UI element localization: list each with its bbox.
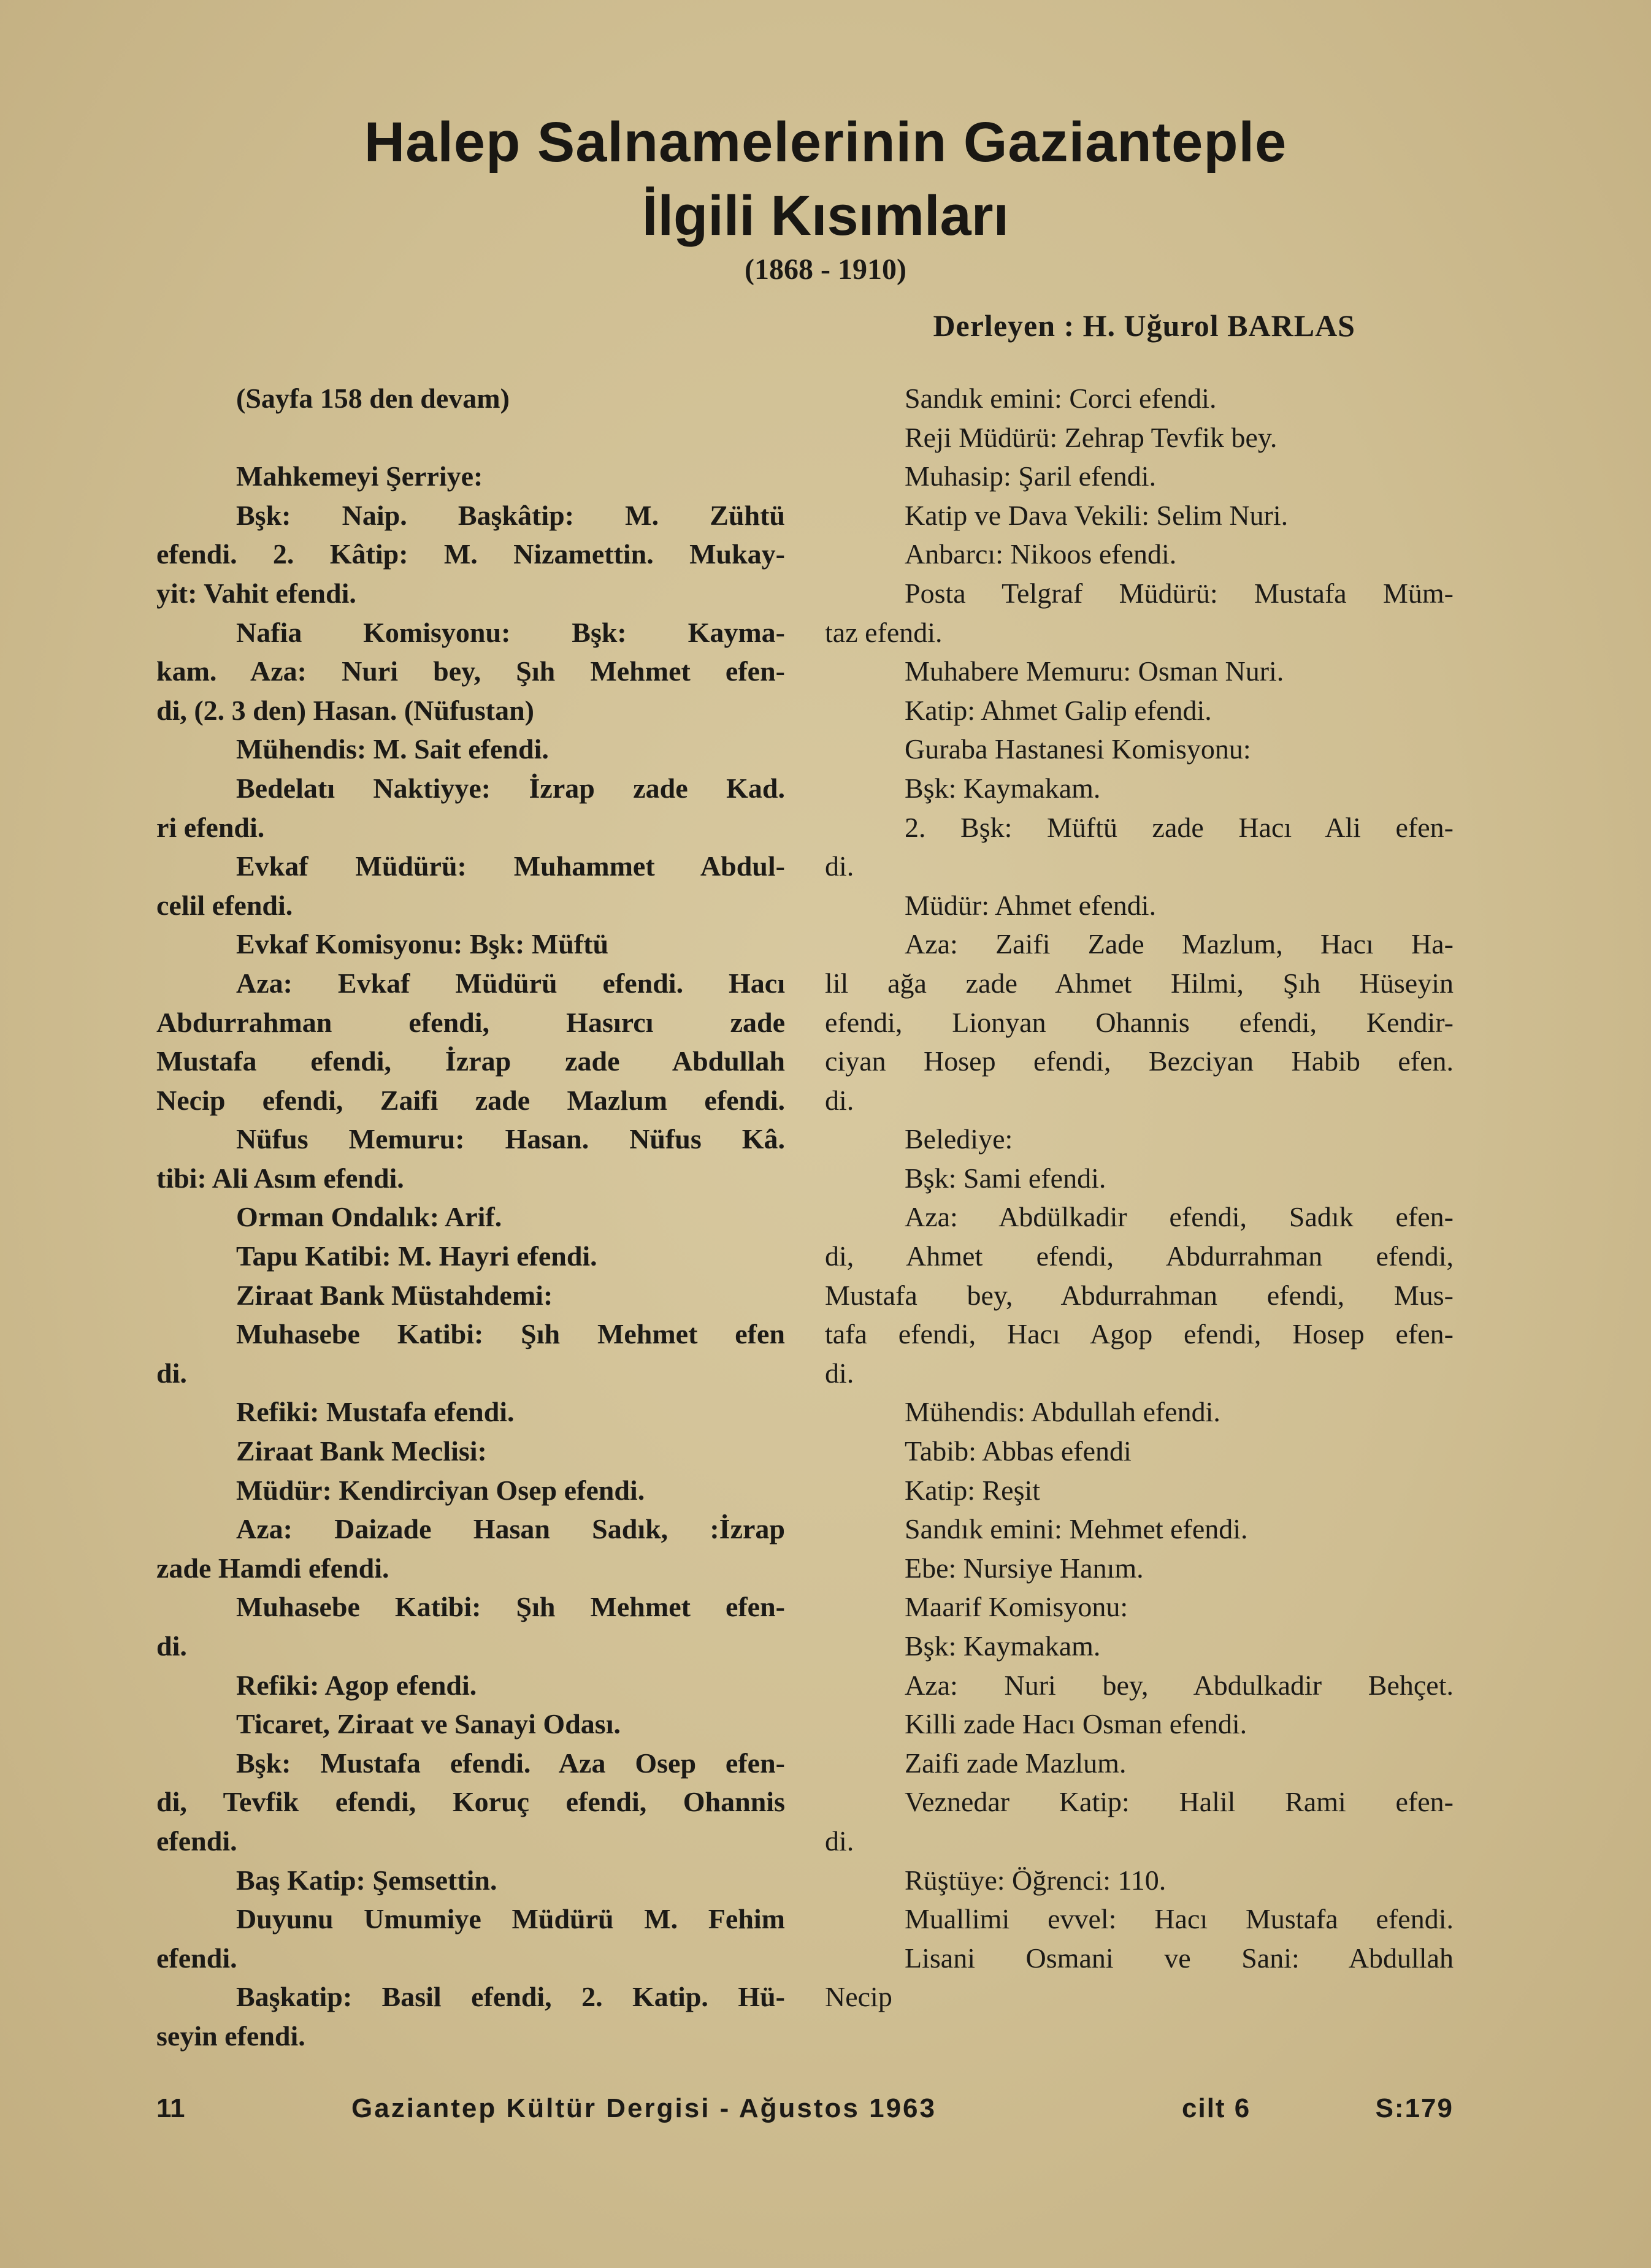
text-line: Reji Müdürü: Zehrap Tevfik bey. [905, 421, 1278, 453]
text-line: Bşk: Mustafa efendi. Aza Osep efen- [236, 1747, 785, 1779]
text-line: Guraba Hastanesi Komisyonu: [905, 733, 1251, 765]
text-line: di, (2. 3 den) Hasan. (Nüfustan) [156, 694, 534, 726]
text-line: Mahkemeyi Şerriye: [236, 460, 483, 492]
text-line: Ziraat Bank Müstahdemi: [236, 1279, 553, 1311]
text-line: efendi. [156, 1942, 237, 1974]
text-line: Tapu Katibi: M. Hayri efendi. [236, 1240, 597, 1272]
text-line: Nafia Komisyonu: Bşk: Kayma- [236, 616, 785, 648]
text-line: yit: Vahit efendi. [156, 577, 356, 609]
text-line: Maarif Komisyonu: [905, 1591, 1128, 1623]
text-line: Necip [825, 1981, 892, 2013]
text-line: Anbarcı: Nikoos efendi. [905, 538, 1177, 570]
text-line: Aza: Zaifi Zade Mazlum, Hacı Ha- [905, 928, 1454, 960]
text-line: Tabib: Abbas efendi [905, 1435, 1132, 1467]
text-line: Refiki: Agop efendi. [236, 1669, 477, 1701]
text-line: Baş Katip: Şemsettin. [236, 1864, 497, 1896]
text-line: Mustafa efendi, İzrap zade Abdullah [156, 1045, 785, 1077]
text-line: Bşk: Kaymakam. [905, 1630, 1101, 1662]
text-line: Bşk: Kaymakam. [905, 772, 1101, 804]
text-line: Nüfus Memuru: Hasan. Nüfus Kâ. [236, 1123, 785, 1155]
article-title-line-1: Halep Salnamelerinin Gazianteple [364, 111, 1287, 174]
text-line: Aza: Abdülkadir efendi, Sadık efen- [905, 1201, 1454, 1233]
text-line: (Sayfa 158 den devam) [236, 383, 510, 414]
text-line: Mühendis: Abdullah efendi. [905, 1396, 1220, 1428]
text-line: Aza: Nuri bey, Abdulkadir Behçet. [905, 1669, 1454, 1701]
text-line: Abdurrahman efendi, Hasırcı zade [156, 1006, 785, 1038]
text-line: Mustafa bey, Abdurrahman efendi, Mus- [825, 1279, 1454, 1311]
text-line: Refiki: Mustafa efendi. [236, 1396, 515, 1428]
left-text-column [156, 379, 785, 2056]
text-line: Sandık emini: Corci efendi. [905, 383, 1217, 414]
text-line: Muhasebe Katibi: Şıh Mehmet efen [236, 1318, 785, 1350]
text-line: Evkaf Komisyonu: Bşk: Müftü [236, 928, 609, 960]
text-line: zade Hamdi efendi. [156, 1552, 389, 1584]
text-line: kam. Aza: Nuri bey, Şıh Mehmet efen- [156, 655, 785, 687]
text-line: Katip: Reşit [905, 1474, 1041, 1506]
footer-page-index: 11 [156, 2093, 185, 2123]
text-line: Killi zade Hacı Osman efendi. [905, 1708, 1247, 1740]
text-line: Lisani Osmani ve Sani: Abdullah [905, 1942, 1454, 1974]
text-line: celil efendi. [156, 889, 293, 921]
text-line: di. [825, 1357, 854, 1389]
text-line: Bedelatı Naktiyye: İzrap zade Kad. [236, 772, 785, 804]
text-line: Sandık emini: Mehmet efendi. [905, 1513, 1248, 1545]
text-line: Ticaret, Ziraat ve Sanayi Odası. [236, 1708, 621, 1740]
text-line: Belediye: [905, 1123, 1013, 1155]
text-line: Katip ve Dava Vekili: Selim Nuri. [905, 499, 1289, 531]
text-line: Muhasebe Katibi: Şıh Mehmet efen- [236, 1591, 785, 1623]
compiler-credit: Derleyen : H. Uğurol BARLAS [933, 308, 1355, 343]
text-line: Posta Telgraf Müdürü: Mustafa Müm- [905, 577, 1454, 609]
footer-volume: cilt 6 [1182, 2093, 1251, 2123]
text-line: Aza: Daizade Hasan Sadık, :İzrap [236, 1513, 785, 1545]
text-line: Aza: Evkaf Müdürü efendi. Hacı [236, 967, 785, 999]
text-line: Muhasip: Şaril efendi. [905, 460, 1157, 492]
text-line: di. [156, 1630, 187, 1662]
text-line: Zaifi zade Mazlum. [905, 1747, 1127, 1779]
text-line: Rüştüye: Öğrenci: 110. [905, 1864, 1166, 1896]
text-line: Duyunu Umumiye Müdürü M. Fehim [236, 1903, 785, 1935]
text-line: di. [156, 1357, 187, 1389]
text-line: Ziraat Bank Meclisi: [236, 1435, 487, 1467]
text-line: di, Tevfik efendi, Koruç efendi, Ohannis [156, 1786, 785, 1818]
text-line: Mühendis: M. Sait efendi. [236, 733, 549, 765]
text-line: efendi. 2. Kâtip: M. Nizamettin. Mukay- [156, 538, 785, 570]
text-line: di. [825, 850, 854, 882]
text-line: efendi, Lionyan Ohannis efendi, Kendir- [825, 1006, 1454, 1038]
text-line: ri efendi. [156, 811, 265, 843]
text-line: Muallimi evvel: Hacı Mustafa efendi. [905, 1903, 1454, 1935]
text-line: Katip: Ahmet Galip efendi. [905, 694, 1212, 726]
right-text-column [825, 379, 1454, 2017]
text-line: Orman Ondalık: Arif. [236, 1201, 502, 1233]
text-line: Bşk: Naip. Başkâtip: M. Zühtü [236, 499, 785, 531]
text-line: Necip efendi, Zaifi zade Mazlum efendi. [156, 1084, 785, 1116]
text-line: tibi: Ali Asım efendi. [156, 1162, 404, 1194]
text-line: lil ağa zade Ahmet Hilmi, Şıh Hüseyin [825, 967, 1454, 999]
article-years: (1868 - 1910) [745, 253, 906, 286]
text-line: Bşk: Sami efendi. [905, 1162, 1106, 1194]
text-line: tafa efendi, Hacı Agop efendi, Hosep efen- [825, 1318, 1454, 1350]
text-line: Muhabere Memuru: Osman Nuri. [905, 655, 1284, 687]
text-line: efendi. [156, 1825, 237, 1857]
page-footer [156, 2093, 1454, 2136]
text-line: ciyan Hosep efendi, Bezciyan Habib efen. [825, 1045, 1454, 1077]
text-line: di. [825, 1084, 854, 1116]
text-line: di. [825, 1825, 854, 1857]
text-line: di, Ahmet efendi, Abdurrahman efendi, [825, 1240, 1454, 1272]
text-line: Başkatip: Basil efendi, 2. Katip. Hü- [236, 1981, 785, 2013]
text-line: 2. Bşk: Müftü zade Hacı Ali efen- [905, 811, 1454, 843]
text-line: Ebe: Nursiye Hanım. [905, 1552, 1144, 1584]
text-line: seyin efendi. [156, 2020, 305, 2052]
text-line: Müdür: Ahmet efendi. [905, 889, 1157, 921]
article-title-line-2: İlgili Kısımları [642, 185, 1009, 247]
text-line [156, 418, 785, 457]
footer-journal-name: Gaziantep Kültür Dergisi - Ağustos 1963 [351, 2093, 937, 2123]
text-line: Müdür: Kendirciyan Osep efendi. [236, 1474, 645, 1506]
footer-page-number: S:179 [1375, 2093, 1454, 2123]
text-line: Veznedar Katip: Halil Rami efen- [905, 1786, 1454, 1818]
text-line: taz efendi. [825, 616, 943, 648]
text-line: Evkaf Müdürü: Muhammet Abdul- [236, 850, 785, 882]
